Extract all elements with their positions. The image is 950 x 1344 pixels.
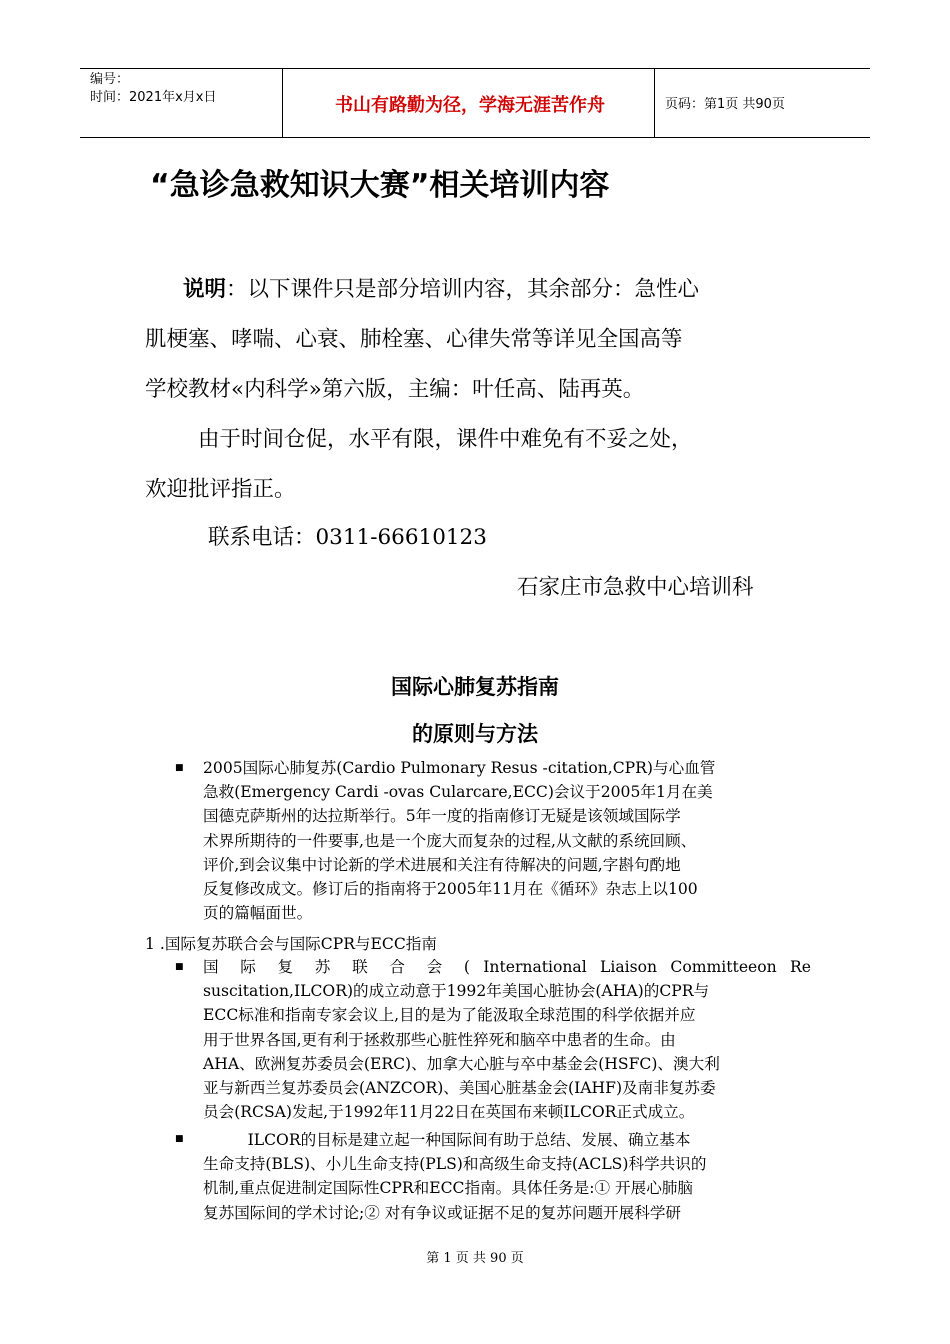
- date-label: 时间：2021年x月x日: [90, 90, 217, 105]
- paragraph-line: 急救(Emergency Cardi -ovas Cularcare,ECC)会议于2005年1月在美: [203, 783, 713, 802]
- paragraph-line: 国德克萨斯州的达拉斯举行。5年一度的指南修订无疑是该领域国际学: [203, 807, 681, 826]
- bullet-icon: ■: [175, 962, 184, 972]
- section-title-line-1: 国际心肺复苏指南: [391, 675, 559, 699]
- paragraph-line: 国 际 复 苏 联 合 会 ( International Liaison Committeeon Re: [203, 958, 811, 976]
- organization: 石家庄市急救中心培训科: [517, 575, 754, 600]
- note-label: 说明: [183, 277, 227, 302]
- header-divider: [282, 69, 283, 137]
- note-line-5: 欢迎批评指正。: [145, 477, 296, 502]
- paragraph-line: 页的篇幅面世。: [203, 904, 313, 923]
- contact-phone: 联系电话：0311-66610123: [208, 525, 487, 550]
- paragraph-line: 生命支持(BLS)、小儿生命支持(PLS)和高级生命支持(ACLS)科学共识的: [203, 1155, 707, 1174]
- header-motto: 书山有路勤为径，学海无涯苦作舟: [335, 95, 605, 116]
- paragraph-line: AHA、欧洲复苏委员会(ERC)、加拿大心脏与卒中基金会(HSFC)、澳大利: [203, 1054, 720, 1073]
- note-line-3: 学校教材«内科学»第六版，主编：叶任高、陆再英。: [145, 377, 645, 402]
- header-page-label: 页码：第1页 共90页: [665, 97, 785, 112]
- note-line-1-text: ：以下课件只是部分培训内容，其余部分：急性心: [226, 277, 700, 302]
- paragraph-2: [203, 955, 811, 1124]
- paragraph-1: [203, 756, 811, 925]
- paragraph-line: ILCOR的目标是建立起一种国际间有助于总结、发展、确立基本: [203, 1131, 691, 1149]
- paragraph-3: [203, 1128, 811, 1225]
- paragraph-line: 机制,重点促进制定国际性CPR和ECC指南。具体任务是:① 开展心肺脑: [203, 1179, 694, 1198]
- document-title: “急诊急救知识大赛”相关培训内容: [150, 168, 610, 203]
- numbered-heading: 1 .国际复苏联合会与国际CPR与ECC指南: [145, 935, 437, 953]
- header-meta: [90, 71, 216, 107]
- note-line-2: 肌梗塞、哮喘、心衰、肺栓塞、心律失常等详见全国高等: [145, 327, 683, 352]
- paragraph-line: 复苏国际间的学术讨论;② 对有争议或证据不足的复苏问题开展科学研: [203, 1203, 682, 1222]
- paragraph-line: suscitation,ILCOR)的成立动意于1992年美国心脏协会(AHA)的CPR与: [203, 982, 710, 1001]
- paragraph-line: 2005国际心肺复苏(Cardio Pulmonary Resus -citation,CPR)与心血管: [203, 759, 716, 777]
- number-label: 编号：: [90, 72, 130, 87]
- note-line-1: [183, 272, 699, 303]
- paragraph-line: 术界所期待的一件要事,也是一个庞大而复杂的过程,从文献的系统回顾、: [203, 831, 697, 850]
- paragraph-line: ECC标准和指南专家会议上,目的是为了能汲取全球范围的科学依据并应: [203, 1006, 696, 1025]
- paragraph-line: 用于世界各国,更有利于拯救那些心脏性猝死和脑卒中患者的生命。由: [203, 1030, 676, 1049]
- page-header: [80, 68, 870, 138]
- page-footer: 第 1 页 共 90 页: [426, 1251, 524, 1266]
- section-title-line-2: 的原则与方法: [412, 722, 538, 746]
- note-line-4: 由于时间仓促，水平有限，课件中难免有不妥之处，: [198, 427, 693, 452]
- paragraph-line: 亚与新西兰复苏委员会(ANZCOR)、美国心脏基金会(IAHF)及南非复苏委: [203, 1079, 716, 1098]
- paragraph-line: 反复修改成文。修订后的指南将于2005年11月在《循环》杂志上以100: [203, 880, 698, 899]
- bullet-icon: ■: [175, 763, 184, 773]
- paragraph-line: 评价,到会议集中讨论新的学术进展和关注有待解决的问题,字斟句酌地: [203, 855, 681, 874]
- bullet-icon: ■: [175, 1134, 184, 1144]
- paragraph-line: 员会(RCSA)发起,于1992年11月22日在英国布来顿ILCOR正式成立。: [203, 1103, 695, 1122]
